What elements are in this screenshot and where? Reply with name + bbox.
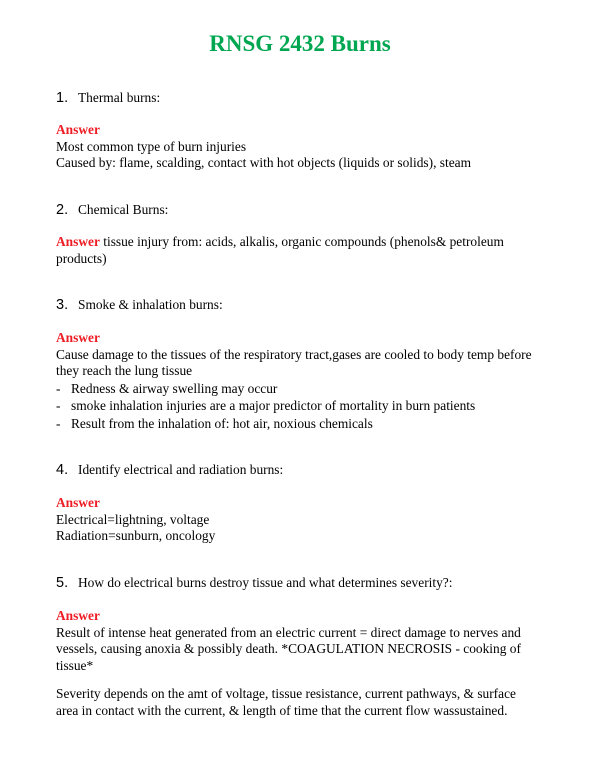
answer-line: Caused by: flame, scalding, contact with hot objects (liquids or solids), steam [56,155,472,170]
question-2 [56,201,168,219]
question-number: 1. [56,90,69,106]
answer-4 [56,495,536,545]
question-4 [56,461,283,479]
answer-1 [56,122,536,172]
dash-bullet-icon: - [56,380,61,396]
answer-5 [56,608,541,674]
question-text: How do electrical burns destroy tissue and what determines severity?: [78,575,453,590]
list-item: - Result from the inhalation of: hot air, noxious chemicals [56,415,373,431]
answer-label: Answer [56,234,100,249]
question-text: Thermal burns: [78,90,161,105]
answer-label: Answer [56,608,100,623]
question-number: 5. [56,575,69,591]
answer-5-severity [56,686,541,719]
answer-label: Answer [56,495,100,510]
question-3 [56,296,223,314]
answer-label: Answer [56,122,100,137]
list-item: - smoke inhalation injuries are a major predictor of mortality in burn patients [56,398,476,413]
question-number: 3. [56,297,69,313]
answer-line: Radiation=sunburn, oncology [56,528,216,543]
question-number: 4. [56,462,69,478]
answer-label: Answer [56,330,100,345]
dash-bullet-icon: - [56,415,61,431]
question-text: Identify electrical and radiation burns: [78,462,284,477]
question-5 [56,574,452,592]
answer-line: Electrical=lightning, voltage [56,511,210,527]
answer-3 [56,330,541,432]
list-item: - Redness & airway swelling may occur [56,380,278,396]
answer-paragraph: Severity depends on the amt of voltage, tissue resistance, current pathways, & surface area in contact with the current, & length of time that the current flow wassustained. [56,686,516,718]
answer-text: tissue injury from: acids, alkalis, organic compounds (phenols& petroleum products) [56,234,504,266]
answer-line: Result of intense heat generated from an electric current = direct damage to nerves and vessels, causing anoxia & possibly death. *COAGULATION NECROSIS - cooking of tissue* [56,624,521,673]
page-title: RNSG 2432 Burns [209,31,391,56]
question-number: 2. [56,202,69,218]
question-text: Smoke & inhalation burns: [78,297,223,312]
answer-line: Cause damage to the tissues of the respiratory tract,gases are cooled to body temp before they reach the lung tissue [56,346,532,378]
answer-line: Most common type of burn injuries [56,138,247,154]
question-1 [56,89,160,107]
bullet-list [56,380,541,433]
dash-bullet-icon: - [56,398,61,413]
question-text: Chemical Burns: [78,202,169,217]
answer-2 [56,234,526,267]
